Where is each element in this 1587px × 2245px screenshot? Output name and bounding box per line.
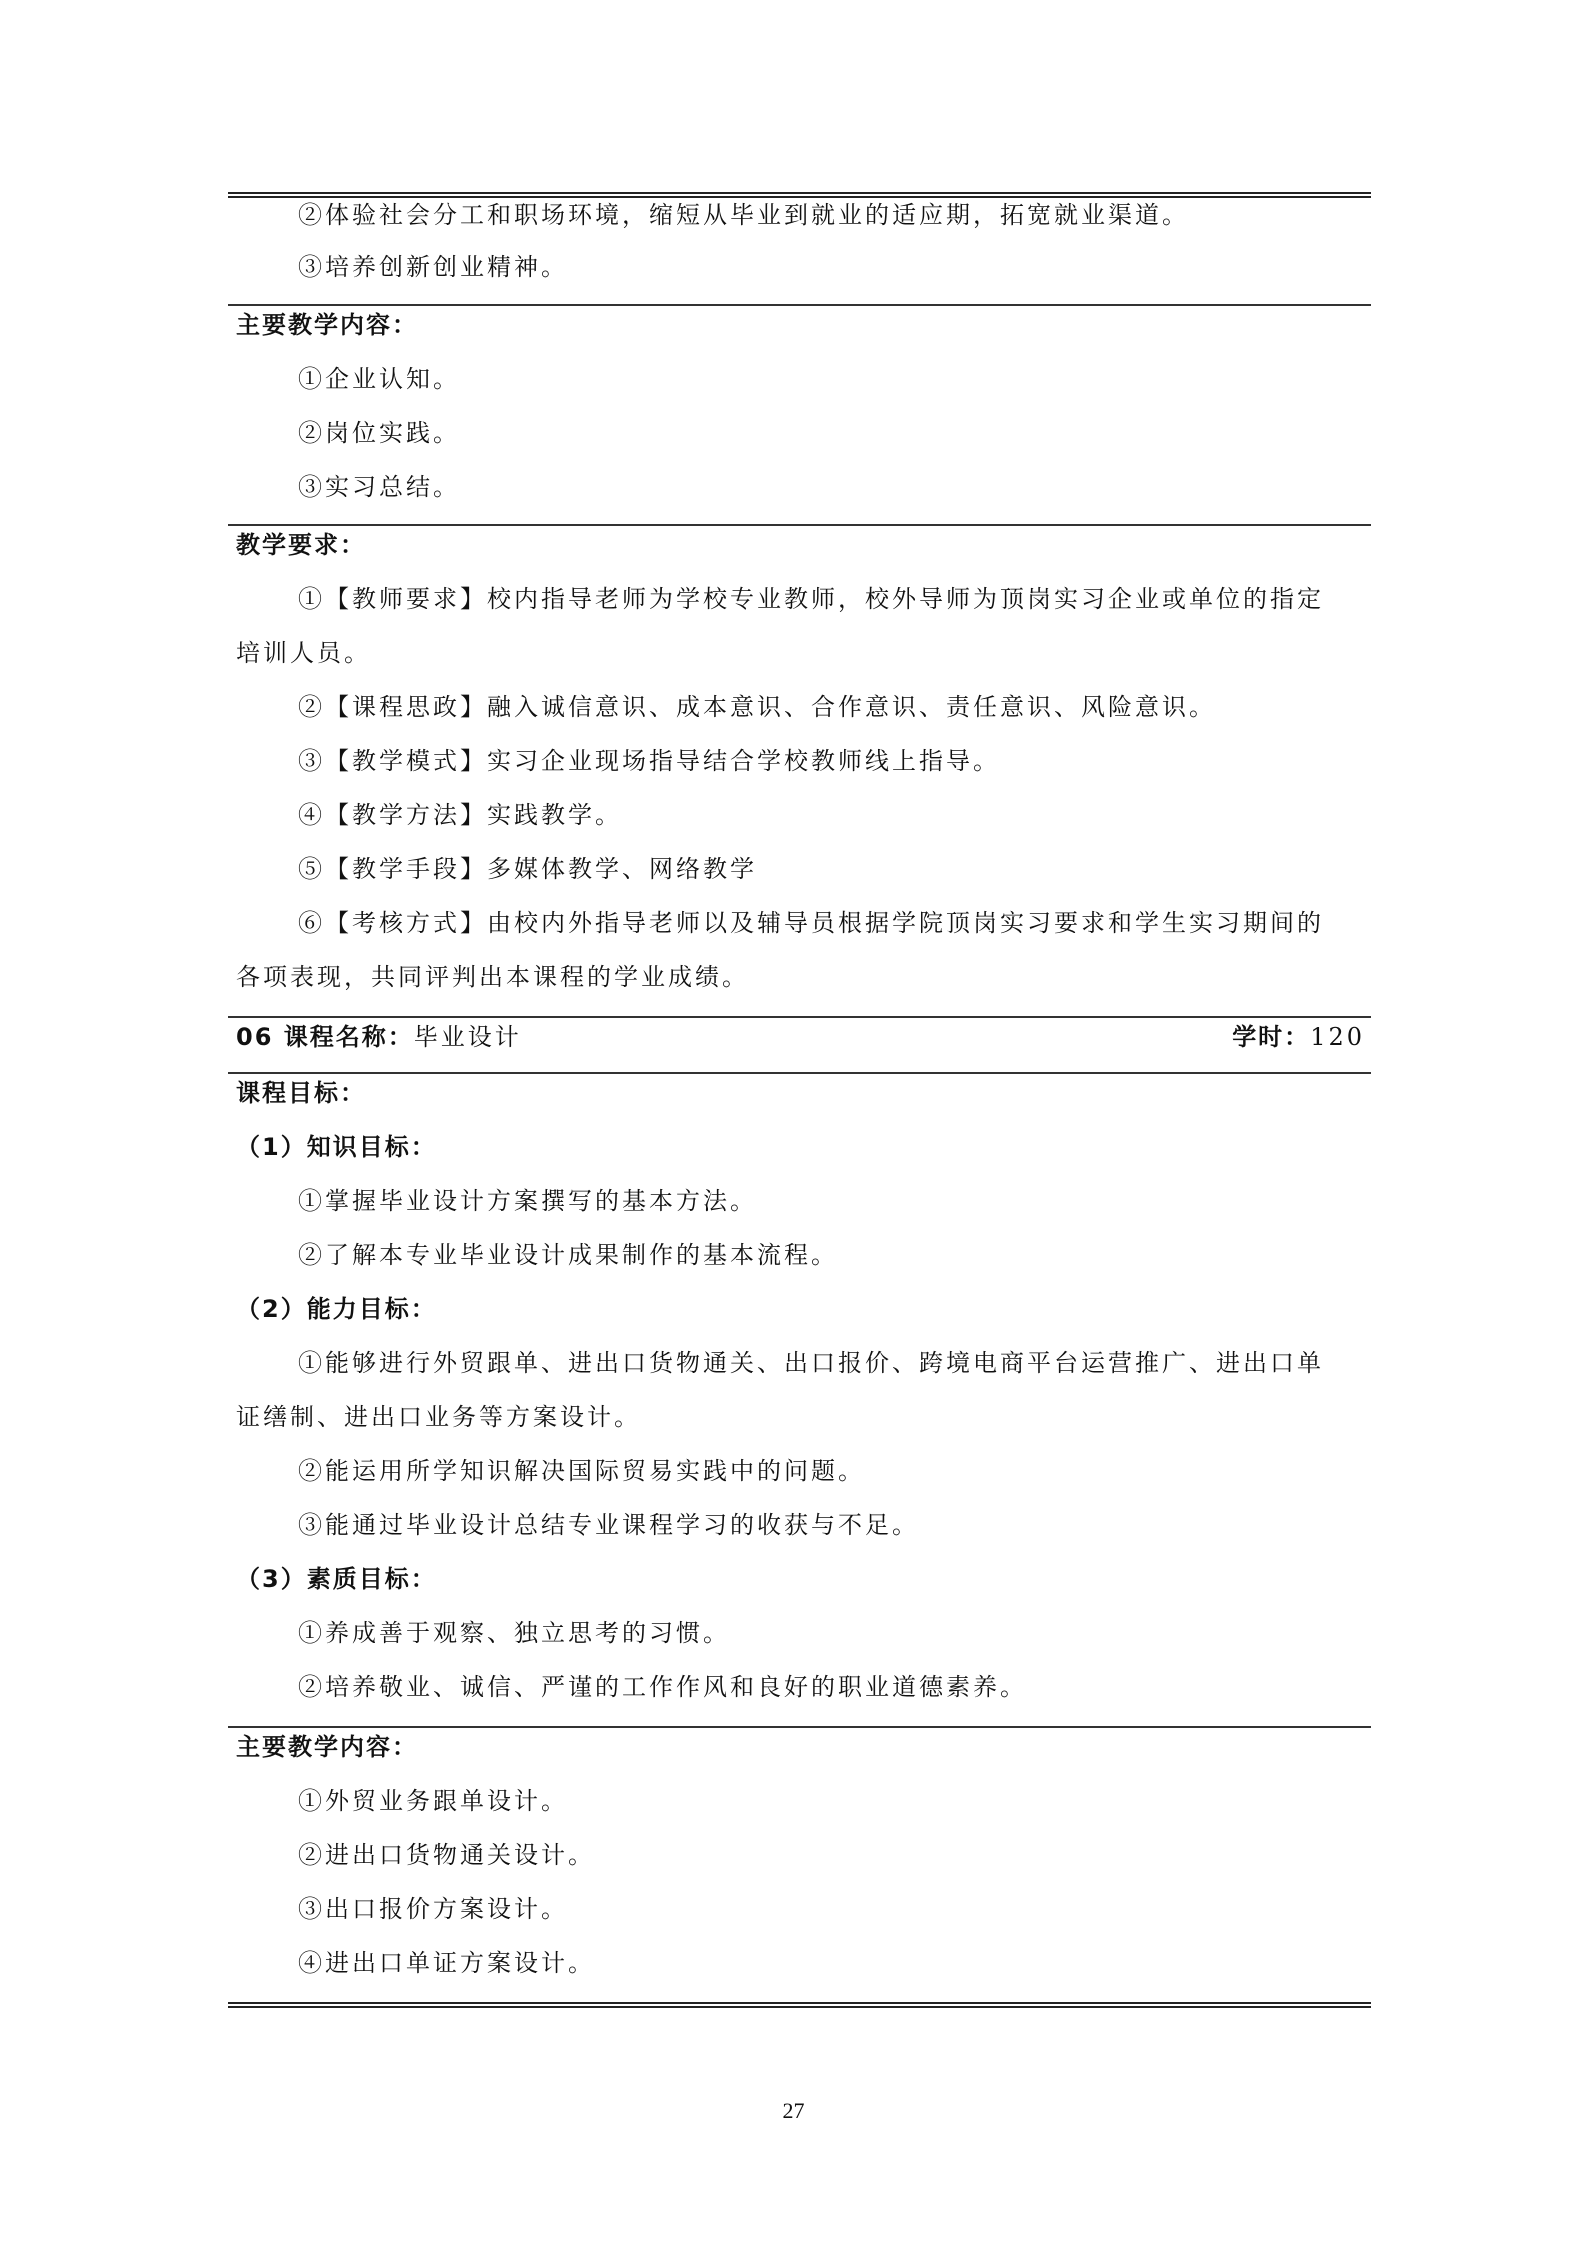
knowledge-heading: （1）知识目标：	[236, 1133, 437, 1161]
course-title-row	[228, 1022, 1379, 1052]
content-item: ④进出口单证方案设计。	[298, 1949, 595, 1977]
course-name-value: 毕业设计	[413, 1023, 522, 1051]
section-divider	[228, 1016, 1371, 1018]
requirement-teacher-line1: ①【教师要求】校内指导老师为学校专业教师，校外导师为顶岗实习企业或单位的指定	[298, 585, 1324, 613]
requirement-method: ④【教学方法】实践教学。	[298, 801, 622, 829]
content-heading-1: 主要教学内容：	[236, 311, 418, 339]
requirement-means: ⑤【教学手段】多媒体教学、网络教学	[298, 855, 757, 883]
content-item: ①外贸业务跟单设计。	[298, 1787, 568, 1815]
ability-item-1-line2: 证缮制、进出口业务等方案设计。	[236, 1403, 641, 1431]
section-divider	[228, 1072, 1371, 1074]
requirement-teacher-line2: 培训人员。	[236, 639, 371, 667]
requirement-ideology: ②【课程思政】融入诚信意识、成本意识、合作意识、责任意识、风险意识。	[298, 693, 1216, 721]
section-divider	[228, 304, 1371, 306]
content-heading-2: 主要教学内容：	[236, 1733, 418, 1761]
course-name-label: 06 课程名称：	[236, 1023, 414, 1051]
section-divider	[228, 1726, 1371, 1728]
section-divider	[228, 524, 1371, 526]
knowledge-item: ②了解本专业毕业设计成果制作的基本流程。	[298, 1241, 838, 1269]
content-item: ②岗位实践。	[298, 419, 460, 447]
hours-value: 120	[1310, 1023, 1365, 1051]
requirement-assessment-line1: ⑥【考核方式】由校内外指导老师以及辅导员根据学院顶岗实习要求和学生实习期间的	[298, 909, 1324, 937]
ability-heading: （2）能力目标：	[236, 1295, 437, 1323]
content-item: ②进出口货物通关设计。	[298, 1841, 595, 1869]
ability-item-1-line1: ①能够进行外贸跟单、进出口货物通关、出口报价、跨境电商平台运营推广、进出口单	[298, 1349, 1324, 1377]
requirement-assessment-line2: 各项表现，共同评判出本课程的学业成绩。	[236, 963, 749, 991]
ability-item-3: ③能通过毕业设计总结专业课程学习的收获与不足。	[298, 1511, 919, 1539]
content-item: ③实习总结。	[298, 473, 460, 501]
requirements-heading: 教学要求：	[236, 531, 366, 559]
content-item: ①企业认知。	[298, 365, 460, 393]
ability-item-2: ②能运用所学知识解决国际贸易实践中的问题。	[298, 1457, 865, 1485]
bottom-double-rule	[228, 2002, 1371, 2008]
content-item: ③出口报价方案设计。	[298, 1895, 568, 1923]
quality-item: ①养成善于观察、独立思考的习惯。	[298, 1619, 730, 1647]
knowledge-item: ①掌握毕业设计方案撰写的基本方法。	[298, 1187, 757, 1215]
quality-heading: （3）素质目标：	[236, 1565, 437, 1593]
course-hours	[1232, 1022, 1365, 1052]
hours-label: 学时：	[1232, 1023, 1311, 1051]
page-number: 27	[782, 2098, 805, 2123]
quality-item: ②培养敬业、诚信、严谨的工作作风和良好的职业道德素养。	[298, 1673, 1027, 1701]
goal-item-2: ②体验社会分工和职场环境，缩短从毕业到就业的适应期，拓宽就业渠道。	[298, 201, 1189, 229]
goal-item-3: ③培养创新创业精神。	[298, 253, 568, 281]
requirement-mode: ③【教学模式】实习企业现场指导结合学校教师线上指导。	[298, 747, 1000, 775]
objectives-heading: 课程目标：	[236, 1079, 366, 1107]
top-double-rule	[228, 192, 1371, 198]
